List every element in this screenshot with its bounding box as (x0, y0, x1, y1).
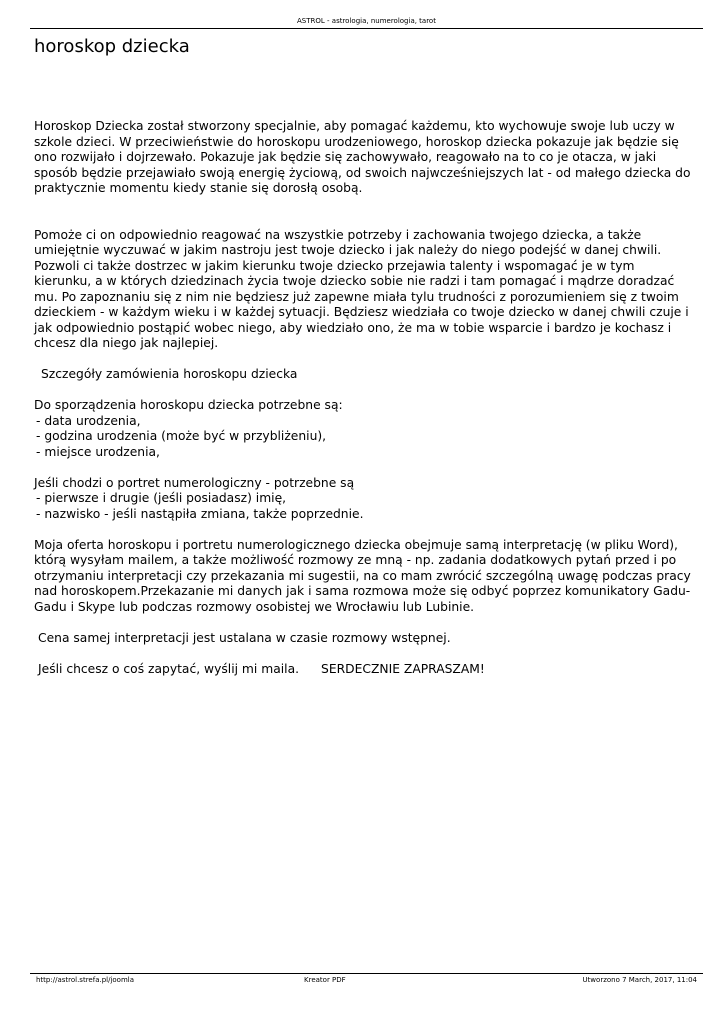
help-paragraph: Pomoże ci on odpowiednio reagować na wszystkie potrzeby i zachowania twojego dziecka, a także umiejętnie wyczuwać w jakim nastroju jest twoje dziecko i jak należy do niego podejść w danej chwili. Pozwoli ci także dostrzec w jakim kierunku twoje dziecko przejawia talenty i wspomagać je w tym kierunku, a w których dziedzinach życia twoje dziecko sobie nie radzi i tam pomagać i mądrze doradzać mu. Po zapoznaniu się z nim nie będziesz już zapewne miała tylu trudności z porozumieniem się z twoim dzieckiem - w każdym wieku i w każdej sytuacji. Będziesz wiedziała co twoje dziecko w danej chwili czuje i jak odpowiednio postąpić wobec niego, aby wiedziało ono, że ma w tobie wsparcie i bardzo je kochasz i chcesz dla niego jak najlepiej. (34, 227, 689, 350)
article-body (34, 119, 694, 677)
footer-divider (30, 973, 703, 974)
page-title: horoskop dziecka (34, 36, 190, 57)
list-item: - miejsce urodzenia, (36, 444, 160, 459)
site-title: ASTROL - astrologia, numerologia, tarot (297, 17, 436, 25)
price-paragraph: Cena samej interpretacji jest ustalana w czasie rozmowy wstępnej. (38, 630, 451, 645)
numerology-requirements-intro: Jeśli chodzi o portret numerologiczny - potrzebne są (34, 475, 355, 490)
page-footer (36, 975, 697, 985)
intro-paragraph: Horoskop Dziecka został stworzony specjalnie, aby pomagać każdemu, kto wychowuje swoje lub uczy w szkole dzieci. W przeciwieństwie do horoskopu urodzeniowego, horoskop dziecka pokazuje jak będzie się ono rozwijało i dojrzewało. Pokazuje jak będzie się zachowywało, reagowało na to co je otacza, w jaki sposób będzie przejawiało swoją energię życiową, od swoich najwcześniejszych lat - od małego dziecka do praktycznie momentu kiedy stanie się dorosłą osobą. (34, 119, 691, 195)
horoscope-requirements-intro: Do sporządzenia horoskopu dziecka potrzebne są: (34, 398, 343, 412)
paragraph-spacer (34, 615, 694, 631)
paragraph-spacer (34, 383, 694, 399)
invitation-text: SERDECZNIE ZAPRASZAM! (321, 661, 485, 676)
header-divider (30, 28, 703, 29)
contact-line (34, 662, 694, 678)
paragraph-spacer (34, 352, 694, 368)
paragraph-spacer (34, 460, 694, 476)
list-item: - pierwsze i drugie (jeśli posiadasz) imię, (36, 491, 287, 505)
order-heading: Szczegóły zamówienia horoskopu dziecka (41, 367, 298, 381)
paragraph-spacer (34, 522, 694, 538)
list-item: - data urodzenia, (36, 413, 141, 428)
page-header (30, 15, 703, 27)
contact-text: Jeśli chcesz o coś zapytać, wyślij mi maila. (38, 661, 300, 676)
paragraph-spacer (34, 646, 694, 662)
footer-created-date: Utworzono 7 March, 2017, 11:04 (582, 976, 697, 984)
paragraph-spacer (34, 197, 694, 228)
list-item: - nazwisko - jeśli nastąpiła zmiana, także poprzednie. (36, 506, 364, 521)
list-item: - godzina urodzenia (może być w przybliżeniu), (36, 429, 327, 443)
footer-url: http://astrol.strefa.pl/joomla (36, 976, 135, 984)
offer-paragraph: Moja oferta horoskopu i portretu numerologicznego dziecka obejmuje samą interpretację (w pliku Word), którą wysyłam mailem, a także możliwość rozmowy ze mną - np. zadania dodatkowych pytań przed i po otrzymaniu interpretacji czy przekazania mi sugestii, na co mam zwrócić szczególną uwagę podczas pracy nad horoskopem.Przekazanie mi danych jak i sama rozmowa może się odbyć poprzez komunikatory Gadu-Gadu i Skype lub podczas rozmowy osobistej we Wrocławiu lub Lubinie. (34, 537, 691, 614)
footer-generator: Kreator PDF (304, 976, 346, 984)
